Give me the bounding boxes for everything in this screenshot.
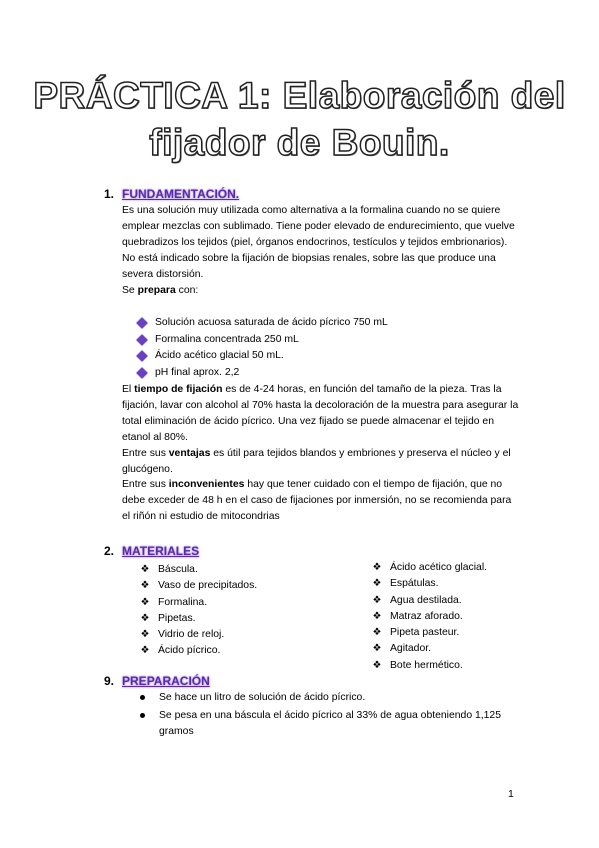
section-heading-fundamentacion (104, 186, 239, 202)
list-item: ❖ Agua destilada. (372, 593, 487, 609)
section-title: MATERIALES (122, 544, 200, 558)
section-number: 2. (104, 544, 115, 558)
title-line-2: fijador de Bouin. (149, 122, 450, 163)
list-item: ❖ Bote hermético. (372, 658, 487, 674)
dot-icon (140, 713, 145, 718)
list-item: Ácido acético glacial 50 mL. (138, 348, 388, 365)
clover-icon: ❖ (140, 645, 150, 657)
clover-icon: ❖ (140, 596, 150, 608)
list-item: ❖ Espátulas. (372, 576, 487, 592)
list-item: ❖ Agitador. (372, 641, 487, 657)
section-title: FUNDAMENTACIÓN. (122, 187, 240, 201)
fundamentacion-text-2 (122, 382, 522, 525)
clover-icon: ❖ (140, 564, 150, 575)
clover-icon: ❖ (372, 578, 382, 590)
paragraph: Es una solución muy utilizada como alternativa a la formalina cuando no se quiere emplear mezclas con sublimado. Tiene poder elevado de endurecimiento, que vuelve quebradizos los tejidos (piel, órganos endocrinos, testículos y tejidos embrionarios). (122, 205, 515, 248)
paragraph: Se prepara con: (122, 284, 199, 296)
list-item: Se pesa en una báscula el ácido pícrico al 33% de agua obteniendo 1,125 gramos (140, 708, 520, 740)
section-heading-preparacion (104, 673, 210, 689)
clover-icon: ❖ (372, 594, 382, 606)
paragraph: Entre sus inconvenientes hay que tener cuidado con el tiempo de fijación, que no debe exceder de 48 h en el caso de fijaciones por inmersión, no se recomienda para el riñón ni estudio de mitocondrias (122, 479, 512, 523)
clover-icon: ❖ (140, 580, 150, 592)
list-item: ❖ Pipetas. (140, 611, 257, 627)
clover-icon: ❖ (372, 562, 382, 573)
clover-icon: ❖ (372, 627, 382, 639)
materiales-list-right (372, 560, 487, 674)
diamond-icon (136, 351, 147, 362)
diamond-icon (136, 367, 147, 378)
list-item: ❖ Pipeta pasteur. (372, 625, 487, 641)
preparacion-list (140, 690, 520, 742)
list-item: ❖ Ácido acético glacial. (372, 560, 487, 576)
list-item: ❖ Báscula. (140, 562, 257, 578)
section-heading-materiales (104, 543, 199, 559)
page-number: 1 (508, 788, 514, 800)
list-item: ❖ Ácido pícrico. (140, 643, 257, 659)
list-item: Formalina concentrada 250 mL (138, 332, 388, 349)
paragraph: El tiempo de fijación es de 4-24 horas, en función del tamaño de la pieza. Tras la fijación, lavar con alcohol al 70% hasta la decoloración de la muestra para asegurar la total eliminación de ácido pícrico. Una vez fijado se puede almacenar el tejido en etanol al 80%. (122, 384, 519, 443)
ingredient-list (138, 315, 388, 381)
clover-icon: ❖ (140, 612, 150, 624)
clover-icon: ❖ (140, 629, 150, 641)
dot-icon (140, 695, 145, 700)
list-item: pH final aprox. 2,2 (138, 365, 388, 382)
list-item: Se hace un litro de solución de ácido pícrico. (140, 690, 520, 706)
clover-icon: ❖ (372, 643, 382, 655)
diamond-icon (136, 334, 147, 345)
materiales-list-left (140, 562, 257, 660)
list-item: ❖ Formalina. (140, 595, 257, 611)
clover-icon: ❖ (372, 610, 382, 622)
title-line-1: PRÁCTICA 1: Elaboración del (33, 75, 566, 116)
list-item: Solución acuosa saturada de ácido pícrico 750 mL (138, 315, 388, 332)
paragraph: Entre sus ventajas es útil para tejidos blandos y embriones y preserva el núcleo y el glucógeno. (122, 447, 511, 475)
fundamentacion-text (122, 203, 522, 298)
section-title: PREPARACIÓN (122, 674, 210, 688)
page-title (0, 72, 599, 166)
clover-icon: ❖ (372, 659, 382, 671)
section-number: 1. (104, 187, 115, 201)
list-item: ❖ Vidrio de reloj. (140, 627, 257, 643)
section-number: 9. (104, 674, 115, 688)
paragraph: No está indicado sobre la fijación de biopsias renales, sobre las que produce una severa distorsión. (122, 252, 496, 280)
diamond-icon (136, 318, 147, 329)
list-item: ❖ Vaso de precipitados. (140, 578, 257, 594)
list-item: ❖ Matraz aforado. (372, 609, 487, 625)
